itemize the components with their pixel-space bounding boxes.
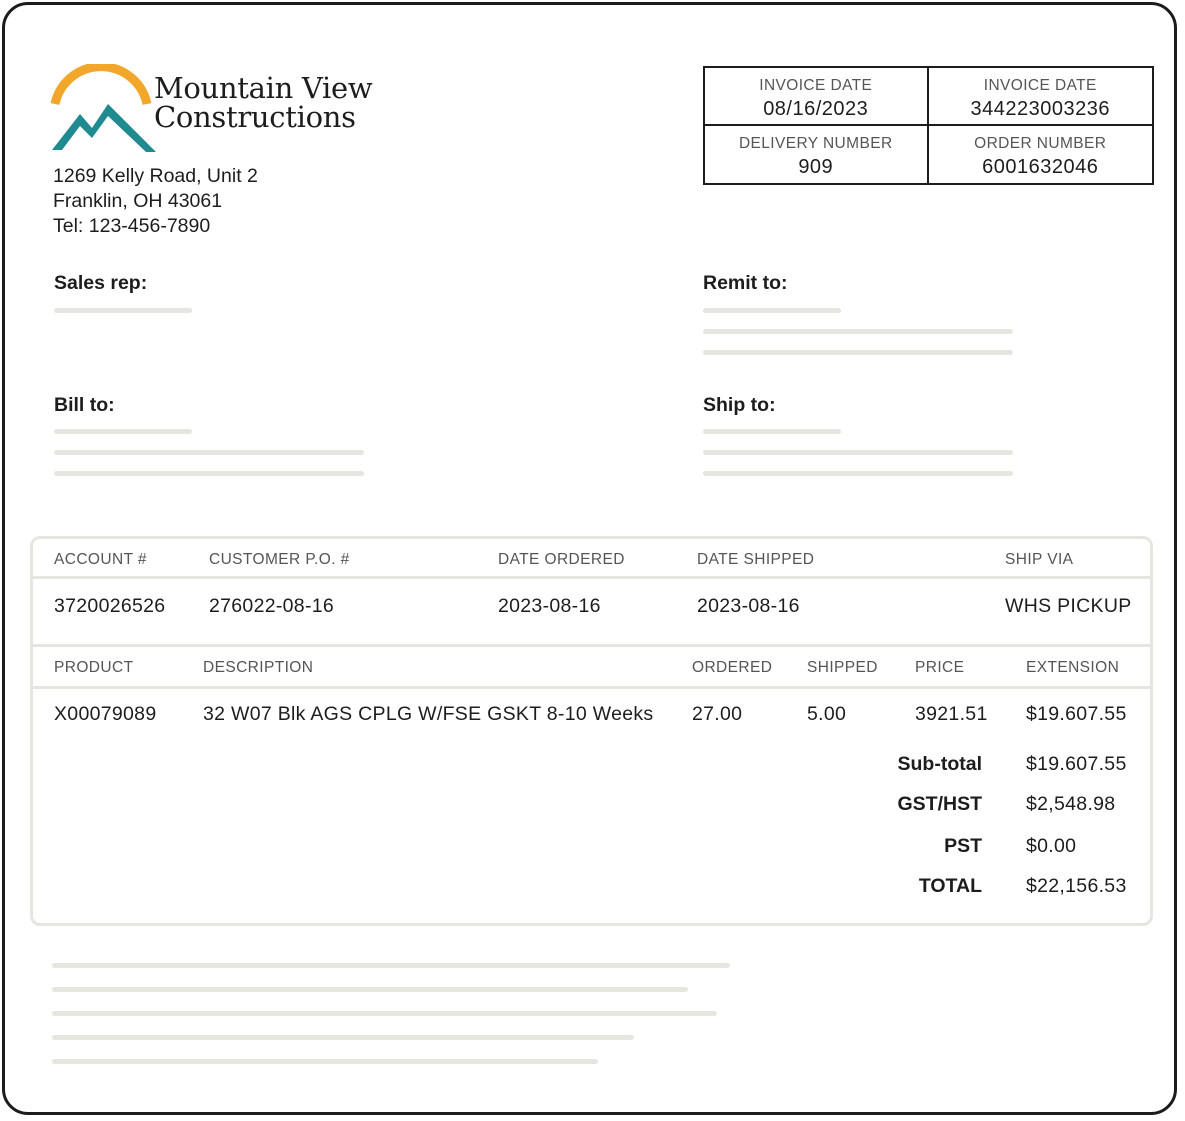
description-header: DESCRIPTION xyxy=(203,659,314,676)
item-extension: $19.607.55 xyxy=(1026,703,1127,725)
item-description: 32 W07 Blk AGS CPLG W/FSE GSKT 8-10 Weeks xyxy=(203,703,654,725)
divider xyxy=(33,686,1150,689)
remit-to-placeholder-line xyxy=(703,329,1013,334)
ordered-header: ORDERED xyxy=(692,659,773,676)
date-ordered-value: 2023-08-16 xyxy=(498,595,601,617)
divider xyxy=(33,576,1150,579)
pst-label: PST xyxy=(944,835,982,857)
pst-value: $0.00 xyxy=(1026,835,1077,857)
ship-to-placeholder-line xyxy=(703,471,1013,476)
invoice-details-card xyxy=(30,536,1153,926)
mountain-sun-logo-icon xyxy=(50,64,162,156)
invoice-date-label: INVOICE DATE xyxy=(759,77,873,94)
account-header: ACCOUNT # xyxy=(54,551,147,568)
bill-to-placeholder-line xyxy=(54,429,192,434)
shipped-header: SHIPPED xyxy=(807,659,878,676)
order-number-value: 6001632046 xyxy=(982,155,1099,178)
delivery-number-value: 909 xyxy=(798,155,834,178)
footer-placeholder-line xyxy=(52,1011,717,1016)
total-label: TOTAL xyxy=(918,875,982,897)
invoice-date-value: 08/16/2023 xyxy=(763,98,869,120)
product-header: PRODUCT xyxy=(54,659,134,676)
sales-rep-placeholder-line xyxy=(54,308,192,313)
footer-placeholder-line xyxy=(52,1035,634,1040)
invoice-number-cell xyxy=(929,68,1153,126)
ship-via-header: SHIP VIA xyxy=(1005,551,1074,568)
remit-to-placeholder-line xyxy=(703,350,1013,355)
item-shipped: 5.00 xyxy=(807,703,847,725)
item-price: 3921.51 xyxy=(915,703,988,725)
divider xyxy=(33,644,1150,647)
subtotal-value: $19.607.55 xyxy=(1026,753,1127,775)
date-shipped-value: 2023-08-16 xyxy=(697,595,800,617)
gst-hst-label: GST/HST xyxy=(897,793,982,815)
item-product: X00079089 xyxy=(54,703,157,725)
account-value: 3720026526 xyxy=(54,595,166,617)
address-line1: 1269 Kelly Road, Unit 2 xyxy=(53,165,258,187)
address-line2: Franklin, OH 43061 xyxy=(53,190,223,212)
customer-po-value: 276022-08-16 xyxy=(209,595,335,617)
company-address xyxy=(53,164,258,239)
ship-to-placeholder-line xyxy=(703,450,1013,455)
total-value: $22,156.53 xyxy=(1026,875,1127,897)
invoice-date-cell xyxy=(705,68,929,126)
company-name-line1: Mountain View xyxy=(154,71,373,105)
footer-placeholder-line xyxy=(52,963,730,968)
order-number-label: ORDER NUMBER xyxy=(974,134,1107,152)
date-ordered-header: DATE ORDERED xyxy=(498,551,625,568)
company-name xyxy=(154,71,373,134)
remit-to-label: Remit to: xyxy=(703,272,788,294)
bill-to-placeholder-line xyxy=(54,471,364,476)
company-name-line2: Constructions xyxy=(154,100,356,134)
phone-number: Tel: 123-456-7890 xyxy=(53,215,211,237)
ship-to-label: Ship to: xyxy=(703,394,776,416)
delivery-number-cell xyxy=(705,126,929,184)
item-ordered: 27.00 xyxy=(692,703,743,725)
gst-hst-value: $2,548.98 xyxy=(1026,793,1116,815)
footer-placeholder-line xyxy=(52,987,688,992)
order-number-cell xyxy=(929,126,1153,184)
extension-header: EXTENSION xyxy=(1026,659,1120,676)
ship-via-value: WHS PICKUP xyxy=(1005,595,1132,617)
bill-to-label: Bill to: xyxy=(54,394,115,416)
invoice-number-value: 344223003236 xyxy=(970,98,1110,120)
footer-placeholder-line xyxy=(52,1059,598,1064)
ship-to-placeholder-line xyxy=(703,429,841,434)
customer-po-header: CUSTOMER P.O. # xyxy=(209,551,350,568)
invoice-info-grid xyxy=(703,66,1154,185)
invoice-number-label: INVOICE DATE xyxy=(983,77,1097,94)
delivery-number-label: DELIVERY NUMBER xyxy=(738,134,893,152)
subtotal-label: Sub-total xyxy=(897,753,982,775)
bill-to-placeholder-line xyxy=(54,450,364,455)
sales-rep-label: Sales rep: xyxy=(54,272,148,294)
date-shipped-header: DATE SHIPPED xyxy=(697,551,815,568)
price-header: PRICE xyxy=(915,659,965,676)
remit-to-placeholder-line xyxy=(703,308,841,313)
